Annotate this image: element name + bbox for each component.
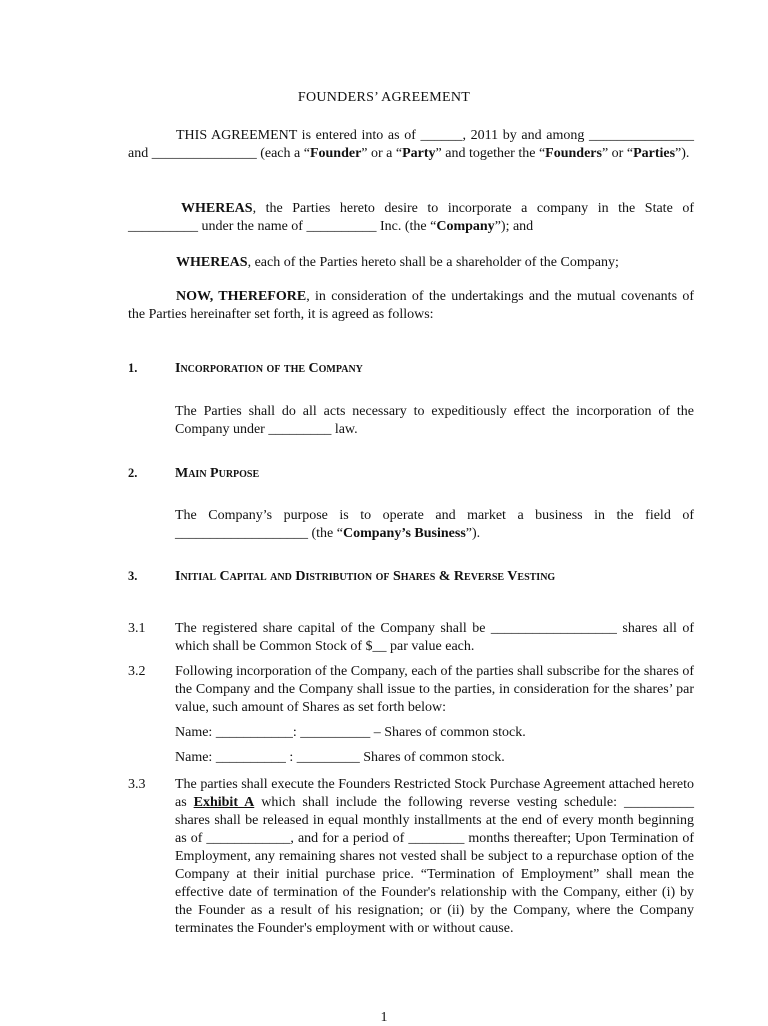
- section-2-heading: 2. Main Purpose: [128, 466, 260, 481]
- name-line-1: Name: ___________: __________ – Shares of common stock.: [175, 725, 526, 740]
- clause-3-1-number: 3.1: [128, 621, 146, 636]
- clause-3-1-text: The registered share capital of the Company shall be __________________ shares all of which shall be Common Stock of $__ par value each.: [175, 621, 694, 654]
- now-therefore-paragraph: NOW, THEREFORE, in consideration of the undertakings and the mutual covenants of the Parties hereinafter set forth, it is agreed as follows:: [128, 289, 694, 322]
- section-1-heading: 1. Incorporation of the Company: [128, 361, 363, 376]
- exhibit-a-link: Exhibit A: [193, 795, 255, 810]
- clause-3-2-text: Following incorporation of the Company, each of the parties shall subscribe for the shares of the Company and the Company shall issue to the parties, in consideration for the shares’ par value, such amount of Shares as set forth below:: [175, 664, 694, 715]
- section-3-title: Initial Capital and Distribution of Shares & Reverse Vesting: [175, 569, 556, 584]
- document-title: FOUNDERS’ AGREEMENT: [297, 90, 471, 105]
- section-3-heading: 3. Initial Capital and Distribution of Shares & Reverse Vesting: [128, 569, 556, 584]
- clause-3-3-text: The parties shall execute the Founders Restricted Stock Purchase Agreement attached hereto as Exhibit A which shall include the following reverse vesting schedule: __________ shares shall be released in equal monthly installments at the end of every month beginning as of ____________, and for a period of ________ months thereafter; Upon Termination of Employment, any remaining shares not vested shall be subject to a repurchase option of the Company at their initial purchase price. “Termination of Employment” shall mean the effective date of termination of the Founder's relationship with the Company, either (i) by the Founder as a result of his resignation; or (ii) by the Company, where the Company terminates the Founder's employment with or without cause.: [175, 777, 694, 936]
- intro-paragraph: THIS AGREEMENT is entered into as of ______, 2011 by and among _______________ and _______________ (each a “Founder” or a “Party” and together the “Founders” or “Parties”).: [128, 128, 694, 161]
- whereas-paragraph-2: WHEREAS, each of the Parties hereto shall be a shareholder of the Company;: [176, 255, 619, 270]
- clause-3-3-number: 3.3: [128, 777, 146, 792]
- page-number: 1: [380, 1010, 388, 1025]
- section-1-title: Incorporation of the Company: [175, 361, 363, 376]
- name-line-2: Name: __________ : _________ Shares of common stock.: [175, 750, 505, 765]
- section-2-title: Main Purpose: [175, 466, 260, 481]
- section-1-text: The Parties shall do all acts necessary to expeditiously effect the incorporation of the Company under _________ law.: [175, 404, 694, 437]
- clause-3-2-number: 3.2: [128, 664, 146, 679]
- whereas-paragraph-1: WHEREAS, the Parties hereto desire to incorporate a company in the State of __________ under the name of __________ Inc. (the “Company”); and: [128, 201, 694, 234]
- section-2-text: The Company’s purpose is to operate and market a business in the field of ___________________ (the “Company’s Business”).: [175, 508, 694, 541]
